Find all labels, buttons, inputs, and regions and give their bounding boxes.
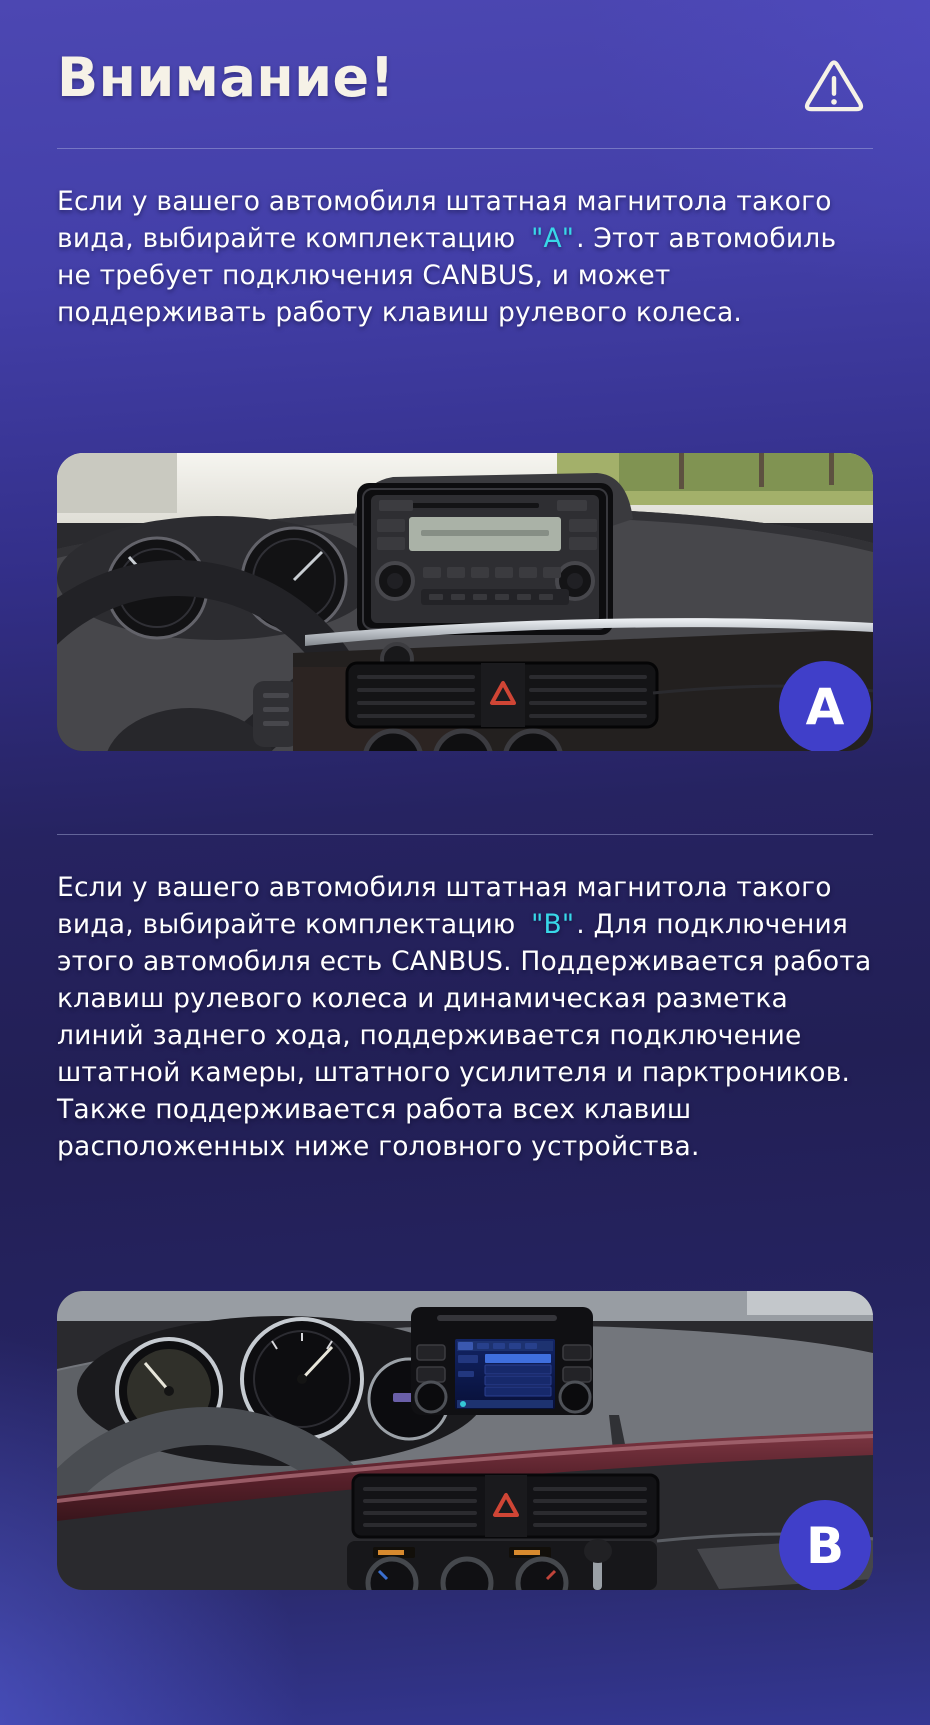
paragraph-b-before: Если у вашего автомобиля штатная магнитола такого вида, выбирайте комплектацию	[57, 872, 832, 940]
paragraph-a-after: . Этот автомобиль не требует подключения CANBUS, и может поддерживать работу клавиш рулевого колеса.	[57, 223, 837, 328]
header	[57, 0, 873, 112]
dashboard-a-illustration	[57, 453, 873, 751]
badge-option-a: A	[779, 661, 871, 751]
photo-dashboard-option-a	[57, 453, 873, 751]
divider	[57, 148, 873, 149]
paragraph-a-before: Если у вашего автомобиля штатная магнитола такого вида, выбирайте комплектацию	[57, 186, 832, 254]
paragraph-a-highlight: "A"	[531, 223, 575, 254]
photo-dashboard-option-b	[57, 1291, 873, 1590]
paragraph-option-a	[57, 183, 873, 331]
warning-triangle-icon	[803, 58, 865, 112]
divider	[57, 834, 873, 835]
page-title: Внимание!	[57, 46, 395, 109]
paragraph-b-highlight: "B"	[531, 909, 575, 940]
paragraph-option-b	[57, 869, 873, 1165]
paragraph-b-after: . Для подключения этого автомобиля есть CANBUS. Поддерживается работа клавиш рулевого колеса и динамическая разметка линий заднего хода, поддерживается подключение штатной камеры, штатного усилителя и парктроников. Также поддерживается работа всех клавиш расположенных ниже головного устройства.	[57, 909, 872, 1162]
dashboard-b-illustration	[57, 1291, 873, 1590]
badge-option-b: B	[779, 1500, 871, 1590]
